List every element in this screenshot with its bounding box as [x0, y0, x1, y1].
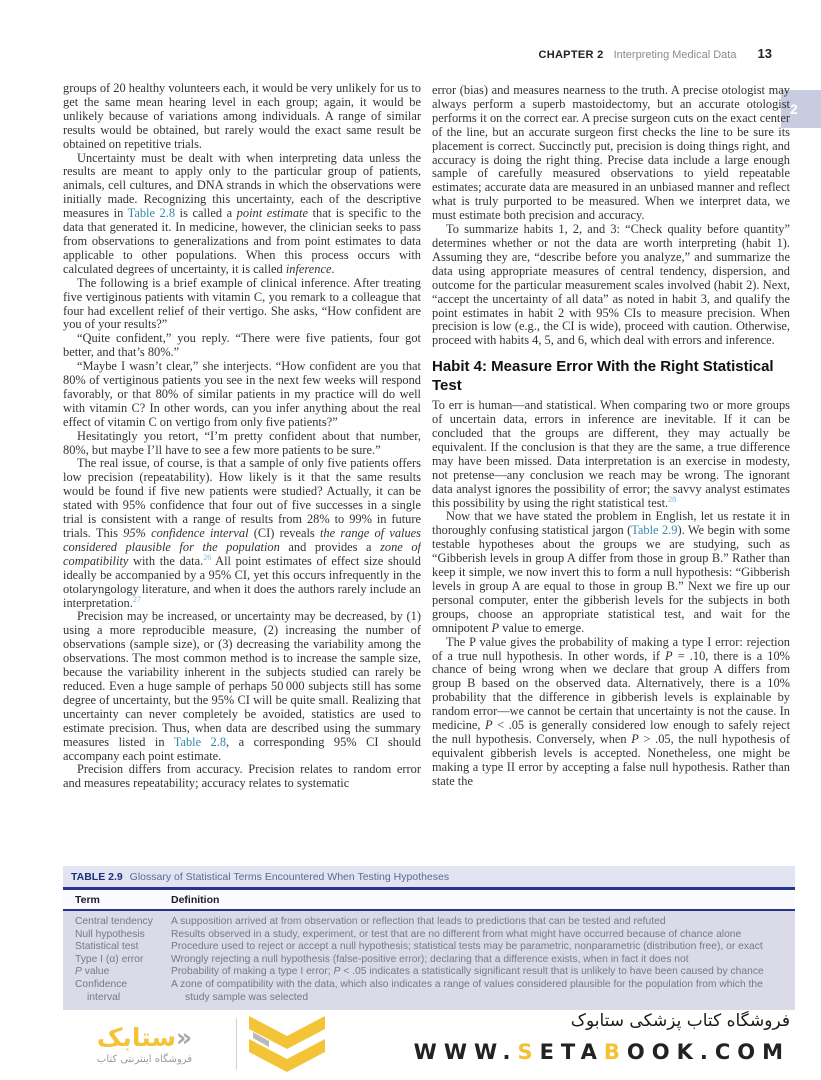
table-label: TABLE 2.9: [71, 871, 123, 883]
definition-cell: Probability of making a type I error; P < .05 indicates a statistically significant result that is unlikely to have been caused by chance: [171, 966, 764, 978]
watermark-footer: [0, 1008, 821, 1080]
logo-divider: [236, 1018, 237, 1070]
right-column: [432, 84, 790, 864]
column-header-term: Term: [75, 894, 100, 906]
glossary-table: [63, 866, 795, 1010]
table-ref-link[interactable]: Table 2.8: [173, 734, 227, 749]
definition-cell: Wrongly rejecting a null hypothesis (false-positive error); declaring that a difference exists, when in fact it does not: [171, 953, 689, 965]
section-heading: Habit 4: Measure Error With the Right Statistical Test: [432, 358, 774, 395]
store-url-link[interactable]: WWW.SETABOOK.COM: [413, 1040, 790, 1064]
reference-superscript: 26: [203, 552, 212, 562]
table-row: [63, 916, 795, 929]
left-column: [63, 82, 421, 862]
table-row: [63, 954, 795, 967]
definition-cell: A supposition arrived at from observation or reflection that leads to predictions that can be tested and refuted: [171, 916, 666, 927]
definition-cell: Procedure used to reject or accept a null hypothesis; statistical tests may be parametric, nonparametric (distribution free), or exact: [171, 941, 763, 953]
definition-cell: Results observed in a study, experiment, or test that are no different from what might have occurred because of chance alone: [171, 928, 742, 940]
column-header-definition: Definition: [171, 894, 220, 906]
reference-superscript: 27: [132, 594, 141, 604]
paragraph: Hesitatingly you retort, “I’m pretty confident about that number, 80%, but maybe I’ll have to see a few more patients to be sure.”: [63, 428, 421, 457]
logo-tagline: فروشگاه اینترنتی کتاب: [96, 1053, 193, 1065]
table-ref-link[interactable]: Table 2.9: [631, 523, 678, 538]
paragraph: groups of 20 healthy volunteers each, it would be very unlikely for us to get the same mean hearing level in each group; again, it would be unlikely because of variations among individuals. A range of similar results would be obtained, but rarely would the exact same result be obtained on repetitive trials.: [63, 82, 421, 151]
double-chevron-icon: [249, 1016, 325, 1072]
table-row: [63, 941, 795, 954]
paragraph: “Maybe I wasn’t clear,” she interjects. “How confident are you that 80% of vertiginous patients you see in the next few weeks will respond favorably, or that 80% of similar patients in my practice will do well with vitamin C? In other words, can you infer anything about the real effect of vitamin C on vertigo from only five patients?”: [63, 359, 421, 429]
store-info: [370, 1008, 790, 1064]
paragraph: error (bias) and measures nearness to the truth. A precise otologist may always perform a superb mastoidectomy, but an accurate otologist performs it on the correct ear. A precise surgeon cuts on the exact center of the line, but an accurate surgeon first checks the line to be sure its placement is correct. Succinctly put, precision is doing things right, and accuracy is doing the right thing. Precise data include a large enough sample of carefully measured observations to yield repeatable estimates; accurate data are measured in an unbiased manner and reflect what is truly purported to be measured. When we interpret data, we must estimate both precision and accuracy.: [432, 84, 790, 223]
paragraph: Uncertainty must be dealt with when interpreting data unless the results are meant to apply only to the particular group of patients, animals, cell cultures, and DNA strands in which the observations were initially made. Recognizing this uncertainty, each of the descriptive measures in Table 2.8 is called a point estimate that is specific to the data that generated it. In medicine, however, the clinician seeks to pass from observations to generalizations and from point estimates to data applicable to other populations. When this process occurs with calculated degrees of uncertainty, it is called inference.: [63, 150, 421, 276]
logo-arrow-glyph: «: [176, 1022, 193, 1052]
term-cell: Type I (α) error: [75, 953, 144, 965]
logo-wordmark: «ستابک: [96, 1022, 193, 1052]
term-cell: P value: [75, 966, 110, 978]
paragraph: The P value gives the probability of making a type I error: rejection of a true null hypothesis. In other words, if P = .10, there is a 10% chance of being wrong when we declare that group A differs from group B based on the observed data. Alternatively, there is a 10% probability that the difference in gibberish levels is explainable by random error—we cannot be certain that uncertainty is not the cause. In medicine, P < .05 is generally considered low enough to safely reject the null hypothesis. Conversely, when P > .05, the null hypothesis of equivalent gibberish levels is accepted. Nonetheless, one might be making a type II error by accepting a false null hypothesis. Rather than state the: [432, 634, 790, 788]
term-cell: Statistical test: [75, 941, 139, 953]
term-cell: Confidence interval: [75, 978, 128, 1003]
right-column-top: [432, 84, 790, 348]
term-cell: Central tendency: [75, 916, 153, 927]
table-caption: Glossary of Statistical Terms Encountered When Testing Hypotheses: [129, 871, 450, 883]
setabook-logo[interactable]: [65, 1016, 325, 1072]
chapter-title: Interpreting Medical Data: [613, 49, 737, 61]
paragraph: Precision may be increased, or uncertainty may be decreased, by (1) using a more reproducible measure, (2) increasing the number of observations (sample size), or (3) decreasing the variability among the observations. The most common method is to increase the sample size, because the variability inherent in the subjects studied can rarely be reduced. Even a huge sample of perhaps 50 000 subjects still has some degree of uncertainty, but the 95% CI will be quite small. Realizing that uncertainty can never completely be avoided, statistics are used to estimate precision. Thus, when data are described using the summary measures listed in Table 2.8, a corresponding 95% CI should accompany each point estimate.: [63, 609, 421, 763]
page-number: 13: [757, 46, 772, 61]
paragraph: The real issue, of course, is that a sample of only five patients offers low precision (repeatability). How likely is it that the same results would be found if five new patients were studied? Actually, it can be stated with 95% confidence that four out of five successes in a single trial is consistent with a range of results from 28% to 99% in future trials. This 95% confidence interval (CI) reveals the range of values considered plausible for the population and provides a zone of compatibility with the data.$^{26}$ All point estimates of effect size should ideally be accompanied by a 95% CI, yet this occurs infrequently in the otolaryngology literature, and when it does the authors rarely include an interpretation.$^{27}$: [63, 456, 421, 610]
page-header: [0, 46, 772, 61]
chapter-label: CHAPTER 2: [538, 49, 604, 61]
paragraph: “Quite confident,” you reply. “There were five patients, four got better, and that’s 80%.”: [63, 331, 421, 360]
paragraph: Precision differs from accuracy. Precision relates to random error and measures repeatability; accuracy relates to systematic: [63, 762, 421, 791]
table-row: [63, 979, 795, 1004]
right-column-bottom: [432, 399, 790, 788]
paragraph: Now that we have stated the problem in English, let us restate it in thoroughly confusing statistical jargon (Table 2.9). We begin with some testable hypotheses about the groups we are studying, such as “Gibberish levels in group A differ from those in group B.” Rather than keep it simple, we now invert this to form a null hypothesis: “Gibberish levels in group A are equal to those in group B.” Next we fire up our personal computer, enter the gibberish levels for the subjects in both groups, choose an appropriate statistical test, and wait for the omnipotent P value to emerge.: [432, 509, 790, 635]
table-body: [63, 911, 795, 1010]
table-title-bar: [63, 866, 795, 887]
table-row: [63, 966, 795, 979]
term-cell: Null hypothesis: [75, 928, 145, 940]
chapter-side-tab: 2: [781, 90, 821, 128]
paragraph: The following is a brief example of clinical inference. After treating five vertiginous patients with vitamin C, you remark to a colleague that four had excellent relief of their vertigo. She asks, “How confident are you of your results?”: [63, 275, 421, 332]
logo-text: [65, 1024, 224, 1065]
paragraph: To err is human—and statistical. When comparing two or more groups of uncertain data, errors in inference are inevitable. If it can be concluded that the groups are different, they may actually be equivalent. If the conclusion is that they are the same, a true difference may have been missed. Data interpretation is an exercise in modesty, not pretense—any conclusion we reach may be wrong. The ignorant data analyst ignores the possibility of error; the savvy analyst estimates this possibility by using the right statistical test.$^{28}$: [432, 398, 790, 510]
paragraph: To summarize habits 1, 2, and 3: “Check quality before quantity” determines whether or not the data are worth interpreting (habit 1). Assuming they are, “describe before you analyze,” and summarize the data using appropriate measures of central tendency, dispersion, and outcome for the particular measurement scales involved (habit 2). Next, “accept the uncertainty of all data” as noted in habit 3, and qualify the point estimates in habit 2 with 95% CIs to measure precision. When precision is low (e.g., the CI is wide), proceed with caution. Otherwise, proceed with habits 4, 5, and 6, which deal with errors and inference.: [432, 222, 790, 348]
store-title: فروشگاه کتاب پزشکی ستابوک: [570, 1011, 790, 1031]
reference-superscript: 28: [668, 494, 677, 504]
definition-cell: A zone of compatibility with the data, which also indicates a range of values considered plausible for the population from which the study sample was selected: [171, 978, 763, 1003]
table-header-row: [63, 890, 795, 909]
table-ref-link[interactable]: Table 2.8: [127, 206, 176, 221]
table-row: [63, 929, 795, 942]
